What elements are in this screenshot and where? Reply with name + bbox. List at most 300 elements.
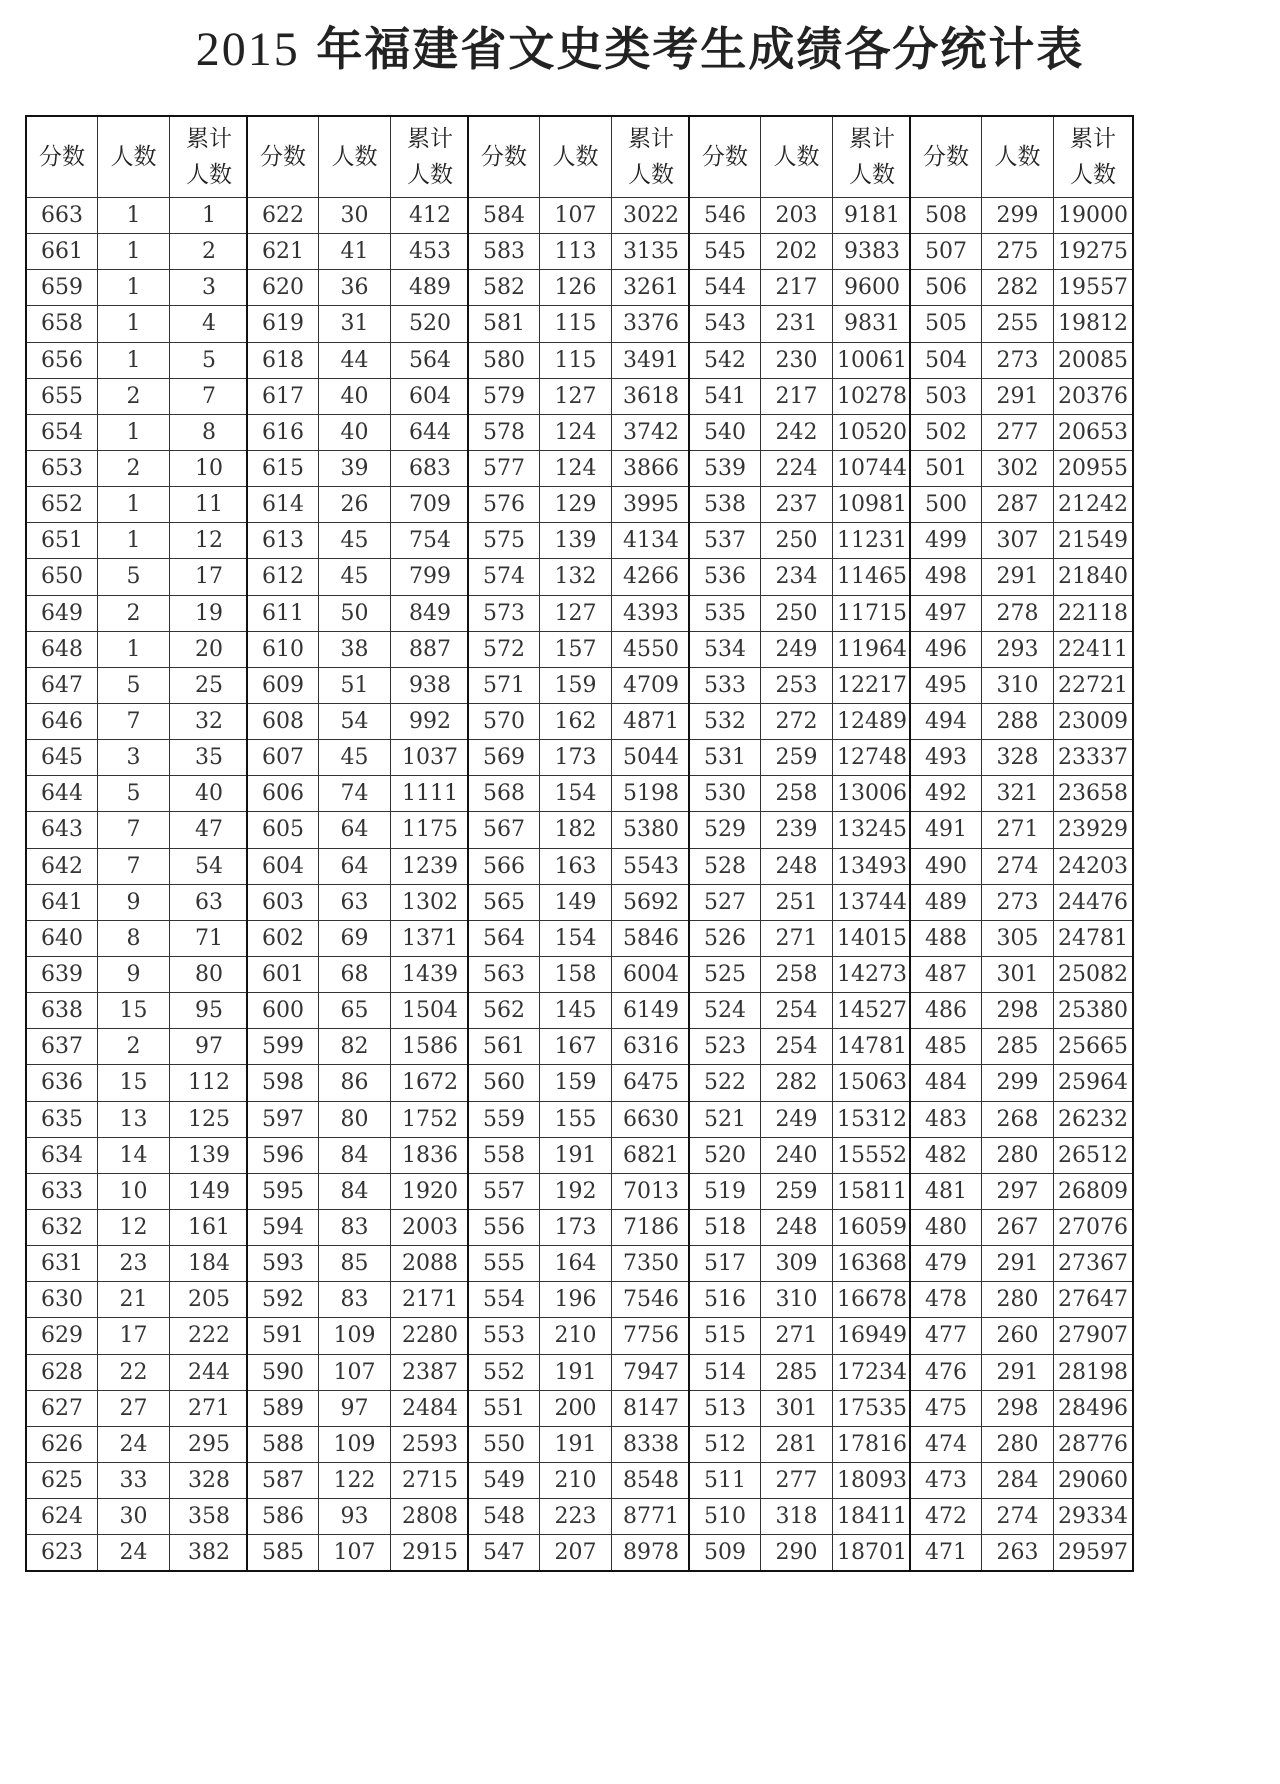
- cell-cumulative: 19000: [1054, 198, 1134, 234]
- cell-cumulative: 9181: [833, 198, 913, 234]
- cell-score: 487: [910, 956, 982, 992]
- cell-score: 583: [468, 234, 540, 270]
- cell-score: 592: [247, 1282, 319, 1318]
- cell-count: 271: [761, 920, 833, 956]
- table-row: [689, 1029, 912, 1065]
- cell-score: 548: [468, 1499, 540, 1535]
- cell-count: 45: [319, 559, 391, 595]
- cell-cumulative: 2484: [391, 1390, 471, 1426]
- cell-count: 31: [319, 306, 391, 342]
- cell-count: 278: [982, 595, 1054, 631]
- cell-score: 527: [689, 884, 761, 920]
- cell-count: 1: [98, 631, 170, 667]
- cell-cumulative: 271: [170, 1390, 250, 1426]
- cell-score: 552: [468, 1354, 540, 1390]
- cell-cumulative: 3376: [612, 306, 692, 342]
- cell-cumulative: 382: [170, 1535, 250, 1572]
- cell-score: 476: [910, 1354, 982, 1390]
- cell-cumulative: 205: [170, 1282, 250, 1318]
- cell-cumulative: 20376: [1054, 378, 1134, 414]
- cell-cumulative: 2003: [391, 1209, 471, 1245]
- cell-cumulative: 564: [391, 342, 471, 378]
- cell-count: 282: [761, 1065, 833, 1101]
- cell-count: 291: [982, 1246, 1054, 1282]
- cell-count: 298: [982, 1390, 1054, 1426]
- cell-score: 500: [910, 487, 982, 523]
- cell-count: 109: [319, 1318, 391, 1354]
- cell-cumulative: 28776: [1054, 1426, 1134, 1462]
- cell-score: 604: [247, 848, 319, 884]
- cell-count: 282: [982, 270, 1054, 306]
- cell-cumulative: 6630: [612, 1101, 692, 1137]
- cell-cumulative: 29334: [1054, 1499, 1134, 1535]
- cell-score: 492: [910, 776, 982, 812]
- cell-cumulative: 1504: [391, 993, 471, 1029]
- cell-score: 628: [26, 1354, 98, 1390]
- header-cumulative-line1: 累计: [407, 126, 453, 152]
- header-count: 人数: [98, 116, 170, 198]
- cell-count: 285: [761, 1354, 833, 1390]
- cell-cumulative: 2280: [391, 1318, 471, 1354]
- cell-cumulative: 19557: [1054, 270, 1134, 306]
- table-row: [910, 1173, 1133, 1209]
- table-row: [247, 1173, 470, 1209]
- cell-score: 532: [689, 703, 761, 739]
- cell-cumulative: 21242: [1054, 487, 1134, 523]
- cell-cumulative: 6316: [612, 1029, 692, 1065]
- cell-cumulative: 17816: [833, 1426, 913, 1462]
- cell-cumulative: 5543: [612, 848, 692, 884]
- cell-cumulative: 29597: [1054, 1535, 1134, 1572]
- cell-score: 641: [26, 884, 98, 920]
- cell-count: 24: [98, 1535, 170, 1572]
- cell-cumulative: 7: [170, 378, 250, 414]
- cell-count: 158: [540, 956, 612, 992]
- cell-count: 1: [98, 306, 170, 342]
- cell-score: 571: [468, 667, 540, 703]
- cell-score: 488: [910, 920, 982, 956]
- cell-cumulative: 709: [391, 487, 471, 523]
- cell-count: 1: [98, 523, 170, 559]
- table-row: [247, 1426, 470, 1462]
- cell-score: 515: [689, 1318, 761, 1354]
- table-row: [689, 848, 912, 884]
- cell-count: 5: [98, 667, 170, 703]
- cell-count: 65: [319, 993, 391, 1029]
- cell-count: 254: [761, 993, 833, 1029]
- cell-score: 640: [26, 920, 98, 956]
- cell-score: 606: [247, 776, 319, 812]
- cell-count: 273: [982, 884, 1054, 920]
- cell-cumulative: 1371: [391, 920, 471, 956]
- cell-count: 15: [98, 1065, 170, 1101]
- cell-cumulative: 1920: [391, 1173, 471, 1209]
- cell-score: 507: [910, 234, 982, 270]
- cell-count: 83: [319, 1209, 391, 1245]
- cell-cumulative: 887: [391, 631, 471, 667]
- table-row: [26, 1282, 249, 1318]
- table-row: [689, 450, 912, 486]
- cell-cumulative: 3: [170, 270, 250, 306]
- table-row: [468, 740, 691, 776]
- cell-count: 237: [761, 487, 833, 523]
- cell-score: 529: [689, 812, 761, 848]
- cell-score: 537: [689, 523, 761, 559]
- table-row: [468, 667, 691, 703]
- cell-cumulative: 15063: [833, 1065, 913, 1101]
- cell-cumulative: 9600: [833, 270, 913, 306]
- table-row: [910, 920, 1133, 956]
- cell-score: 486: [910, 993, 982, 1029]
- table-row: [910, 1029, 1133, 1065]
- cell-count: 22: [98, 1354, 170, 1390]
- cell-score: 477: [910, 1318, 982, 1354]
- cell-score: 561: [468, 1029, 540, 1065]
- table-row: [247, 631, 470, 667]
- cell-score: 620: [247, 270, 319, 306]
- cell-count: 93: [319, 1499, 391, 1535]
- cell-score: 485: [910, 1029, 982, 1065]
- table-row: [468, 920, 691, 956]
- cell-cumulative: 184: [170, 1246, 250, 1282]
- header-cumulative-line1: 累计: [849, 126, 895, 152]
- cell-cumulative: 23929: [1054, 812, 1134, 848]
- cell-count: 83: [319, 1282, 391, 1318]
- cell-score: 633: [26, 1173, 98, 1209]
- cell-cumulative: 489: [391, 270, 471, 306]
- table-row: [910, 667, 1133, 703]
- table-row: [247, 1499, 470, 1535]
- cell-count: 9: [98, 956, 170, 992]
- cell-score: 597: [247, 1101, 319, 1137]
- cell-cumulative: 35: [170, 740, 250, 776]
- cell-count: 260: [982, 1318, 1054, 1354]
- table-row: [468, 1282, 691, 1318]
- cell-score: 483: [910, 1101, 982, 1137]
- header-row: [689, 116, 912, 198]
- header-cumulative-line2: 人数: [628, 162, 674, 188]
- header-cumulative: [833, 116, 913, 198]
- cell-cumulative: 4: [170, 306, 250, 342]
- table-row: [247, 1535, 470, 1572]
- cell-count: 164: [540, 1246, 612, 1282]
- cell-count: 24: [98, 1426, 170, 1462]
- table-row: [468, 1426, 691, 1462]
- cell-score: 519: [689, 1173, 761, 1209]
- table-row: [689, 1426, 912, 1462]
- cell-count: 97: [319, 1390, 391, 1426]
- table-row: [468, 776, 691, 812]
- cell-score: 493: [910, 740, 982, 776]
- cell-count: 277: [982, 414, 1054, 450]
- cell-count: 280: [982, 1137, 1054, 1173]
- cell-score: 471: [910, 1535, 982, 1572]
- cell-count: 45: [319, 523, 391, 559]
- cell-score: 489: [910, 884, 982, 920]
- table-row: [247, 1390, 470, 1426]
- cell-cumulative: 11715: [833, 595, 913, 631]
- cell-count: 36: [319, 270, 391, 306]
- cell-count: 145: [540, 993, 612, 1029]
- header-cumulative: [391, 116, 471, 198]
- table-row: [468, 595, 691, 631]
- table-row: [247, 342, 470, 378]
- table-row: [910, 1535, 1133, 1572]
- cell-cumulative: 358: [170, 1499, 250, 1535]
- cell-score: 639: [26, 956, 98, 992]
- cell-cumulative: 22411: [1054, 631, 1134, 667]
- cell-count: 299: [982, 198, 1054, 234]
- cell-score: 650: [26, 559, 98, 595]
- cell-cumulative: 11: [170, 487, 250, 523]
- table-row: [468, 234, 691, 270]
- table-row: [26, 703, 249, 739]
- cell-score: 655: [26, 378, 98, 414]
- cell-score: 631: [26, 1246, 98, 1282]
- cell-cumulative: 683: [391, 450, 471, 486]
- cell-score: 610: [247, 631, 319, 667]
- cell-score: 624: [26, 1499, 98, 1535]
- cell-cumulative: 11465: [833, 559, 913, 595]
- cell-score: 538: [689, 487, 761, 523]
- cell-score: 509: [689, 1535, 761, 1572]
- table-row: [910, 487, 1133, 523]
- cell-cumulative: 2593: [391, 1426, 471, 1462]
- cell-score: 659: [26, 270, 98, 306]
- cell-score: 601: [247, 956, 319, 992]
- cell-score: 497: [910, 595, 982, 631]
- cell-count: 17: [98, 1318, 170, 1354]
- score-table-5: [909, 115, 1134, 1572]
- cell-cumulative: 19812: [1054, 306, 1134, 342]
- cell-score: 614: [247, 487, 319, 523]
- cell-score: 545: [689, 234, 761, 270]
- cell-count: 124: [540, 414, 612, 450]
- cell-count: 82: [319, 1029, 391, 1065]
- cell-score: 542: [689, 342, 761, 378]
- cell-count: 250: [761, 595, 833, 631]
- table-row: [26, 1318, 249, 1354]
- cell-cumulative: 95: [170, 993, 250, 1029]
- cell-score: 535: [689, 595, 761, 631]
- cell-score: 551: [468, 1390, 540, 1426]
- cell-score: 557: [468, 1173, 540, 1209]
- cell-cumulative: 8338: [612, 1426, 692, 1462]
- cell-score: 559: [468, 1101, 540, 1137]
- cell-cumulative: 149: [170, 1173, 250, 1209]
- table-row: [468, 378, 691, 414]
- cell-count: 284: [982, 1462, 1054, 1498]
- cell-score: 580: [468, 342, 540, 378]
- table-row: [910, 1462, 1133, 1498]
- cell-cumulative: 849: [391, 595, 471, 631]
- cell-count: 122: [319, 1462, 391, 1498]
- table-row: [468, 848, 691, 884]
- table-row: [468, 523, 691, 559]
- cell-cumulative: 139: [170, 1137, 250, 1173]
- cell-count: 85: [319, 1246, 391, 1282]
- title-text: 年福建省文史类考生成绩各分统计表: [316, 22, 1085, 76]
- cell-score: 581: [468, 306, 540, 342]
- cell-cumulative: 10520: [833, 414, 913, 450]
- cell-count: 84: [319, 1137, 391, 1173]
- cell-count: 273: [982, 342, 1054, 378]
- cell-count: 254: [761, 1029, 833, 1065]
- cell-count: 132: [540, 559, 612, 595]
- cell-cumulative: 2715: [391, 1462, 471, 1498]
- title-year: 2015: [195, 23, 300, 76]
- table-row: [689, 1246, 912, 1282]
- table-row: [689, 884, 912, 920]
- table-row: [468, 1173, 691, 1209]
- cell-count: 230: [761, 342, 833, 378]
- cell-cumulative: 244: [170, 1354, 250, 1390]
- table-row: [689, 1462, 912, 1498]
- cell-score: 658: [26, 306, 98, 342]
- cell-cumulative: 3742: [612, 414, 692, 450]
- cell-count: 30: [319, 198, 391, 234]
- table-row: [247, 487, 470, 523]
- cell-score: 570: [468, 703, 540, 739]
- table-row: [910, 1209, 1133, 1245]
- cell-score: 536: [689, 559, 761, 595]
- table-row: [910, 414, 1133, 450]
- cell-count: 255: [982, 306, 1054, 342]
- table-row: [468, 306, 691, 342]
- cell-cumulative: 6821: [612, 1137, 692, 1173]
- table-row: [910, 523, 1133, 559]
- table-row: [26, 812, 249, 848]
- table-row: [26, 1137, 249, 1173]
- cell-cumulative: 24781: [1054, 920, 1134, 956]
- cell-count: 271: [761, 1318, 833, 1354]
- cell-score: 609: [247, 667, 319, 703]
- cell-cumulative: 938: [391, 667, 471, 703]
- cell-count: 27: [98, 1390, 170, 1426]
- cell-count: 149: [540, 884, 612, 920]
- cell-count: 240: [761, 1137, 833, 1173]
- header-score: 分数: [910, 116, 982, 198]
- cell-count: 45: [319, 740, 391, 776]
- table-row: [26, 1390, 249, 1426]
- cell-score: 586: [247, 1499, 319, 1535]
- table-row: [247, 559, 470, 595]
- cell-cumulative: 12: [170, 523, 250, 559]
- table-row: [689, 1499, 912, 1535]
- cell-cumulative: 3995: [612, 487, 692, 523]
- table-row: [247, 740, 470, 776]
- cell-score: 589: [247, 1390, 319, 1426]
- cell-cumulative: 5198: [612, 776, 692, 812]
- cell-count: 80: [319, 1101, 391, 1137]
- cell-cumulative: 11964: [833, 631, 913, 667]
- cell-cumulative: 1111: [391, 776, 471, 812]
- cell-count: 129: [540, 487, 612, 523]
- cell-score: 482: [910, 1137, 982, 1173]
- cell-score: 523: [689, 1029, 761, 1065]
- cell-cumulative: 21840: [1054, 559, 1134, 595]
- cell-count: 173: [540, 1209, 612, 1245]
- cell-cumulative: 29060: [1054, 1462, 1134, 1498]
- cell-score: 547: [468, 1535, 540, 1572]
- table-row: [247, 414, 470, 450]
- cell-cumulative: 2: [170, 234, 250, 270]
- cell-score: 558: [468, 1137, 540, 1173]
- table-row: [247, 234, 470, 270]
- cell-count: 40: [319, 378, 391, 414]
- cell-score: 594: [247, 1209, 319, 1245]
- cell-count: 167: [540, 1029, 612, 1065]
- table-row: [26, 1101, 249, 1137]
- table-row: [247, 1462, 470, 1498]
- cell-score: 621: [247, 234, 319, 270]
- cell-score: 632: [26, 1209, 98, 1245]
- cell-score: 484: [910, 1065, 982, 1101]
- header-count: 人数: [540, 116, 612, 198]
- cell-count: 107: [540, 198, 612, 234]
- table-row: [468, 414, 691, 450]
- cell-cumulative: 20955: [1054, 450, 1134, 486]
- cell-count: 258: [761, 956, 833, 992]
- cell-count: 64: [319, 848, 391, 884]
- cell-count: 223: [540, 1499, 612, 1535]
- cell-score: 546: [689, 198, 761, 234]
- cell-score: 611: [247, 595, 319, 631]
- cell-count: 1: [98, 487, 170, 523]
- cell-score: 562: [468, 993, 540, 1029]
- table-row: [468, 1318, 691, 1354]
- cell-score: 618: [247, 342, 319, 378]
- cell-cumulative: 4134: [612, 523, 692, 559]
- cell-cumulative: 17535: [833, 1390, 913, 1426]
- cell-score: 490: [910, 848, 982, 884]
- cell-count: 290: [761, 1535, 833, 1572]
- cell-cumulative: 17234: [833, 1354, 913, 1390]
- header-score: 分数: [468, 116, 540, 198]
- cell-cumulative: 11231: [833, 523, 913, 559]
- cell-cumulative: 25964: [1054, 1065, 1134, 1101]
- cell-cumulative: 15312: [833, 1101, 913, 1137]
- cell-cumulative: 32: [170, 703, 250, 739]
- cell-count: 74: [319, 776, 391, 812]
- cell-score: 635: [26, 1101, 98, 1137]
- cell-cumulative: 40: [170, 776, 250, 812]
- cell-cumulative: 1836: [391, 1137, 471, 1173]
- cell-score: 481: [910, 1173, 982, 1209]
- cell-score: 565: [468, 884, 540, 920]
- cell-cumulative: 16059: [833, 1209, 913, 1245]
- cell-count: 33: [98, 1462, 170, 1498]
- cell-cumulative: 25665: [1054, 1029, 1134, 1065]
- header-cumulative-line2: 人数: [1070, 162, 1116, 188]
- table-row: [468, 1462, 691, 1498]
- cell-score: 638: [26, 993, 98, 1029]
- table-row: [247, 450, 470, 486]
- cell-score: 651: [26, 523, 98, 559]
- cell-count: 192: [540, 1173, 612, 1209]
- cell-count: 285: [982, 1029, 1054, 1065]
- cell-score: 521: [689, 1101, 761, 1137]
- table-row: [26, 306, 249, 342]
- table-row: [910, 306, 1133, 342]
- cell-cumulative: 16368: [833, 1246, 913, 1282]
- cell-count: 1: [98, 198, 170, 234]
- table-row: [689, 342, 912, 378]
- cell-cumulative: 24476: [1054, 884, 1134, 920]
- table-row: [689, 740, 912, 776]
- cell-count: 291: [982, 378, 1054, 414]
- cell-cumulative: 2915: [391, 1535, 471, 1572]
